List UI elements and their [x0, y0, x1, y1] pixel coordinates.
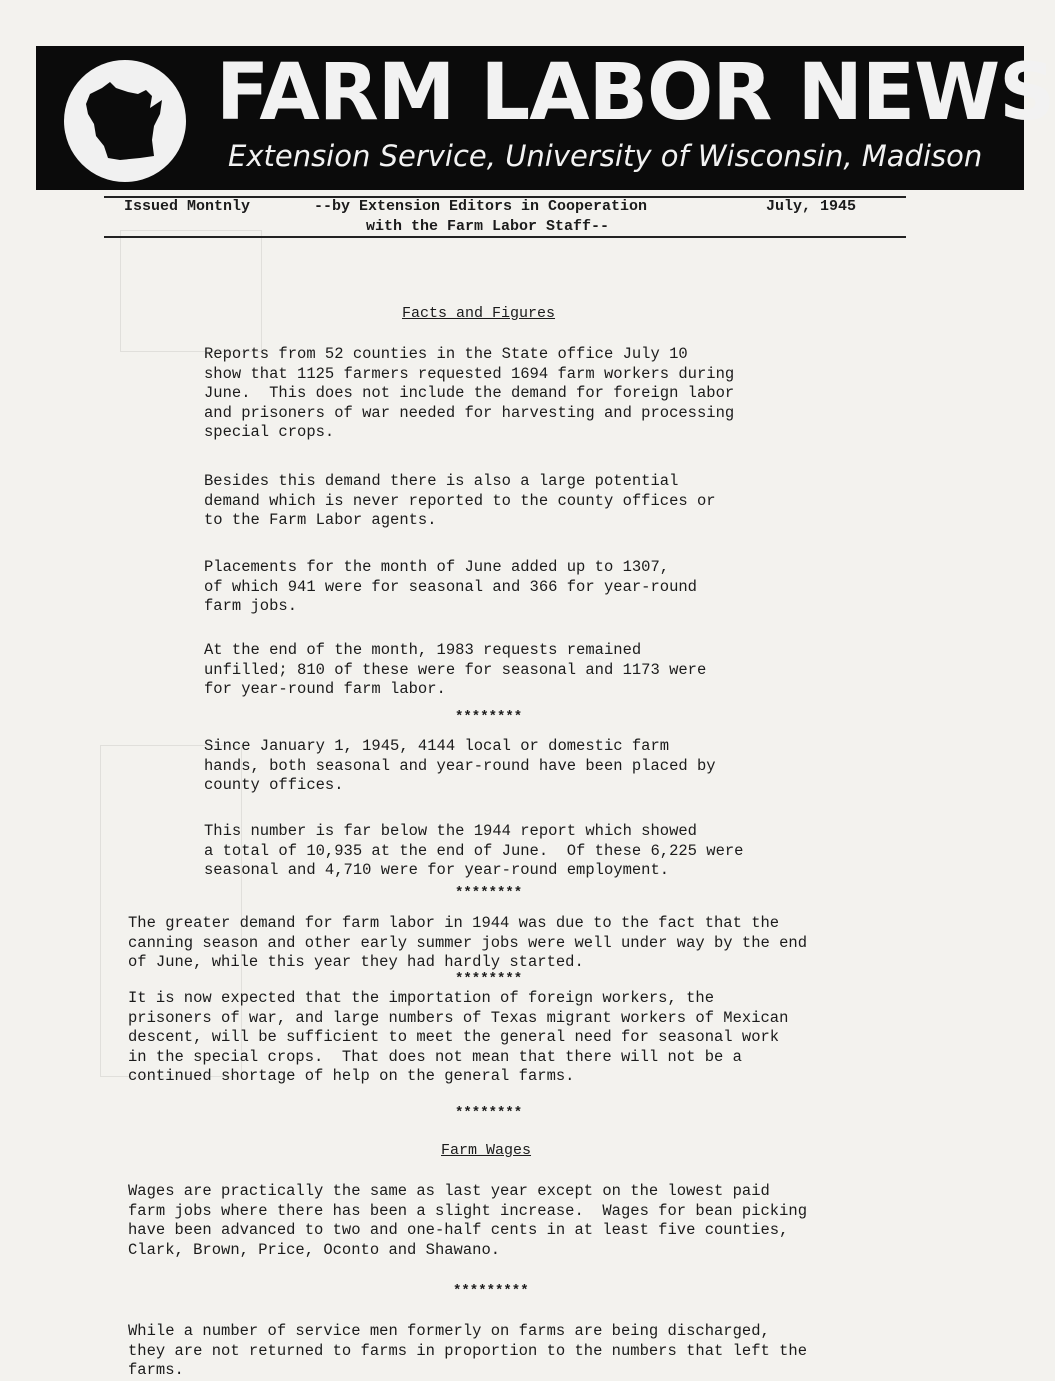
paragraph-importation: It is now expected that the importation of foreign workers, the prisoners of war, and large numbers of Texas migrant workers of Mexican descent, will be sufficient to meet the general need for seasonal work in the special crops. That does not mean that there will not be a continued shortage of help on the general farms.: [128, 989, 789, 1085]
paragraph-unfilled: At the end of the month, 1983 requests remained unfilled; 810 of these were for seasonal and 1173 were for year-round farm labor.: [204, 641, 707, 698]
issue-byline-2: with the Farm Labor Staff--: [366, 218, 610, 235]
section-heading-wages: Farm Wages: [441, 1142, 532, 1159]
paragraph-service-men: While a number of service men formerly on farms are being discharged, they are not returned to farms in proportion to the numbers that left the farms.: [128, 1322, 808, 1379]
masthead-banner: [36, 46, 1055, 190]
paragraph-reports: Reports from 52 counties in the State office July 10 show that 1125 farmers requested 1694 farm workers during June. This does not include the demand for foreign labor and prisoners of war needed for harvesting and processing special crops.: [204, 345, 735, 441]
separator-stars: ********: [455, 709, 523, 725]
paragraph-1944-report: This number is far below the 1944 report which showed a total of 10,935 at the end of June. Of these 6,225 were seasonal and 4,710 were for year-round employment.: [204, 822, 744, 879]
issue-frequency: Issued Montnly: [124, 198, 251, 215]
paragraph-potential-demand: Besides this demand there is also a large potential demand which is never reported to the county offices or to the Farm Labor agents.: [204, 472, 716, 529]
separator-stars: ********: [455, 885, 523, 901]
paragraph-wages: Wages are practically the same as last year except on the lowest paid farm jobs where there has been a slight increase. Wages for bean picking have been advanced to two and one-half cents in at least five counties, Clark, Brown, Price, Oconto and Shawano.: [128, 1182, 808, 1259]
issue-bottom-rule: [104, 236, 906, 238]
section-heading-facts: Facts and Figures: [402, 305, 556, 322]
newsletter-title: FARM LABOR NEWS: [216, 48, 1055, 138]
paragraph-since-january: Since January 1, 1945, 4144 local or domestic farm hands, both seasonal and year-round have been placed by county offices.: [204, 737, 716, 794]
separator-stars: ********: [455, 1105, 523, 1121]
separator-stars: ********: [455, 971, 523, 987]
issue-byline-1: --by Extension Editors in Cooperation: [314, 198, 648, 215]
issue-date: July, 1945: [766, 198, 857, 215]
logo-seal: [64, 60, 186, 182]
newsletter-subtitle: Extension Service, University of Wisconsin, Madison: [228, 139, 983, 173]
bleed-through-box: [120, 230, 262, 352]
paragraph-placements: Placements for the month of June added up to 1307, of which 941 were for seasonal and 366 for year-round farm jobs.: [204, 558, 697, 615]
wisconsin-state-map-icon: [80, 74, 170, 168]
separator-stars: *********: [453, 1283, 529, 1299]
paragraph-greater-demand: The greater demand for farm labor in 1944 was due to the fact that the canning season and other early summer jobs were well under way by the end of June, while this year they had hardly started.: [128, 914, 808, 971]
